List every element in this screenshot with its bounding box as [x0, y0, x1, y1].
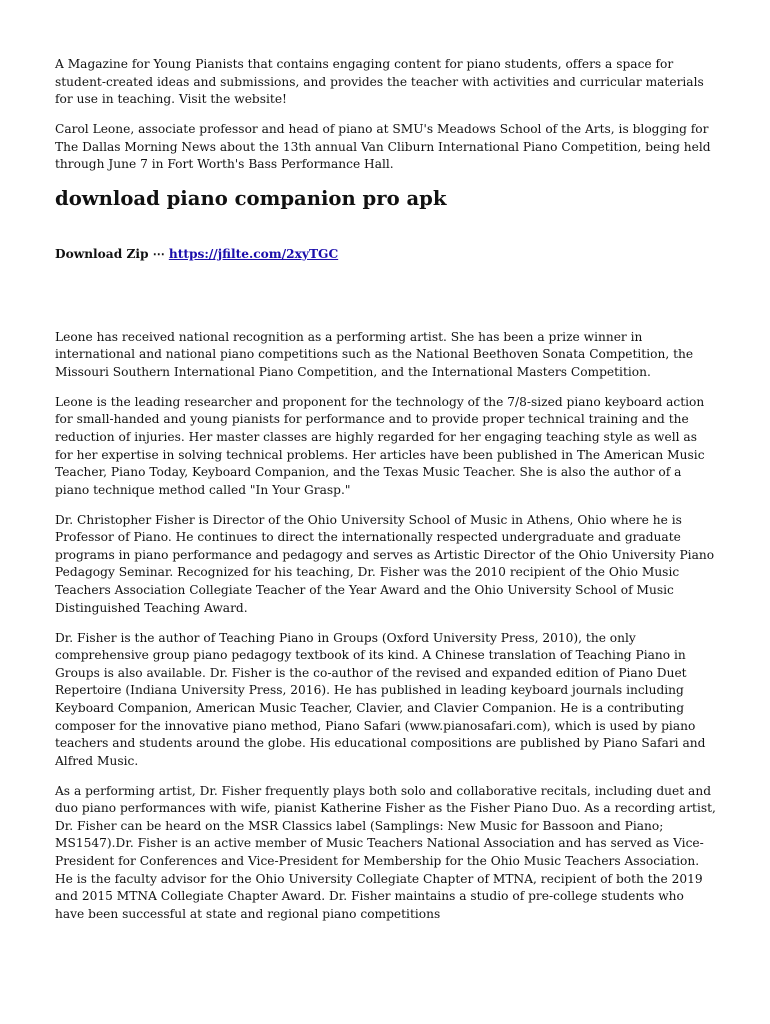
article-body [55, 329, 716, 924]
intro-paragraph-carol-leone: Carol Leone, associate professor and head of piano at SMU's Meadows School of the Arts, is blogging for The Dallas Morning News about the 13th annual Van Cliburn International Piano Competition, being held through June 7 in Fort Worth's Bass Performance Hall. [55, 122, 711, 172]
intro-paragraph-magazine: A Magazine for Young Pianists that contains engaging content for piano students, offers a space for student-created ideas and submissions, and provides the teacher with activities and curricular materials for use in teaching. Visit the website! [55, 57, 704, 107]
document-page [55, 56, 716, 936]
page-heading: download piano companion pro apk [55, 187, 447, 211]
paragraph-fisher-author: Dr. Fisher is the author of Teaching Piano in Groups (Oxford University Press, 2010), the only comprehensive group piano pedagogy textbook of its kind. A Chinese translation of Teaching Piano in Groups is also available. Dr. Fisher is the co-author of the revised and expanded edition of Piano Duet Repertoire (Indiana University Press, 2016). He has published in leading keyboard journals including Keyboard Companion, American Music Teacher, Clavier, and Clavier Companion. He is a contributing composer for the innovative piano method, Piano Safari (www.pianosafari.com), which is used by piano teachers and students around the globe. His educational compositions are published by Piano Safari and Alfred Music. [55, 630, 706, 768]
download-zip-label: Download Zip ⋯ [55, 247, 165, 262]
paragraph-leone-research: Leone is the leading researcher and proponent for the technology of the 7/8-sized piano keyboard action for small-handed and young pianists for performance and to provide proper technical training and the reduction of injuries. Her master classes are highly regarded for her engaging teaching style as well as for her expertise in solving technical problems. Her articles have been published in The American Music Teacher, Piano Today, Keyboard Companion, and the Texas Music Teacher. She is also the author of a piano technique method called "In Your Grasp." [55, 394, 705, 497]
download-line [55, 246, 716, 264]
paragraph-leone-recognition: Leone has received national recognition as a performing artist. She has been a prize winner in international and national piano competitions such as the National Beethoven Sonata Competition, the Missouri Southern International Piano Competition, and the International Masters Competition. [55, 329, 694, 379]
paragraph-fisher-director: Dr. Christopher Fisher is Director of the Ohio University School of Music in Athens, Ohio where he is Professor of Piano. He continues to direct the internationally respected undergraduate and graduate programs in piano performance and pedagogy and serves as Artistic Director of the Ohio University Piano Pedagogy Seminar. Recognized for his teaching, Dr. Fisher was the 2010 recipient of the Ohio Music Teachers Association Collegiate Teacher of the Year Award and the Ohio University School of Music Distinguished Teaching Award. [55, 512, 715, 615]
download-link[interactable]: https://jfilte.com/2xyTGC [168, 247, 339, 262]
paragraph-fisher-performer: As a performing artist, Dr. Fisher frequently plays both solo and collaborative recitals, including duet and duo piano performances with wife, pianist Katherine Fisher as the Fisher Piano Duo. As a recording artist, Dr. Fisher can be heard on the MSR Classics label (Samplings: New Music for Bassoon and Piano; MS1547).Dr. Fisher is an active member of Music Teachers National Association and has served as Vice-President for Conferences and Vice-President for Membership for the Ohio Music Teachers Association. He is the faculty advisor for the Ohio University Collegiate Chapter of MTNA, recipient of both the 2019 and 2015 MTNA Collegiate Chapter Award. Dr. Fisher maintains a studio of pre-college students who have been successful at state and regional piano competitions [55, 783, 716, 921]
